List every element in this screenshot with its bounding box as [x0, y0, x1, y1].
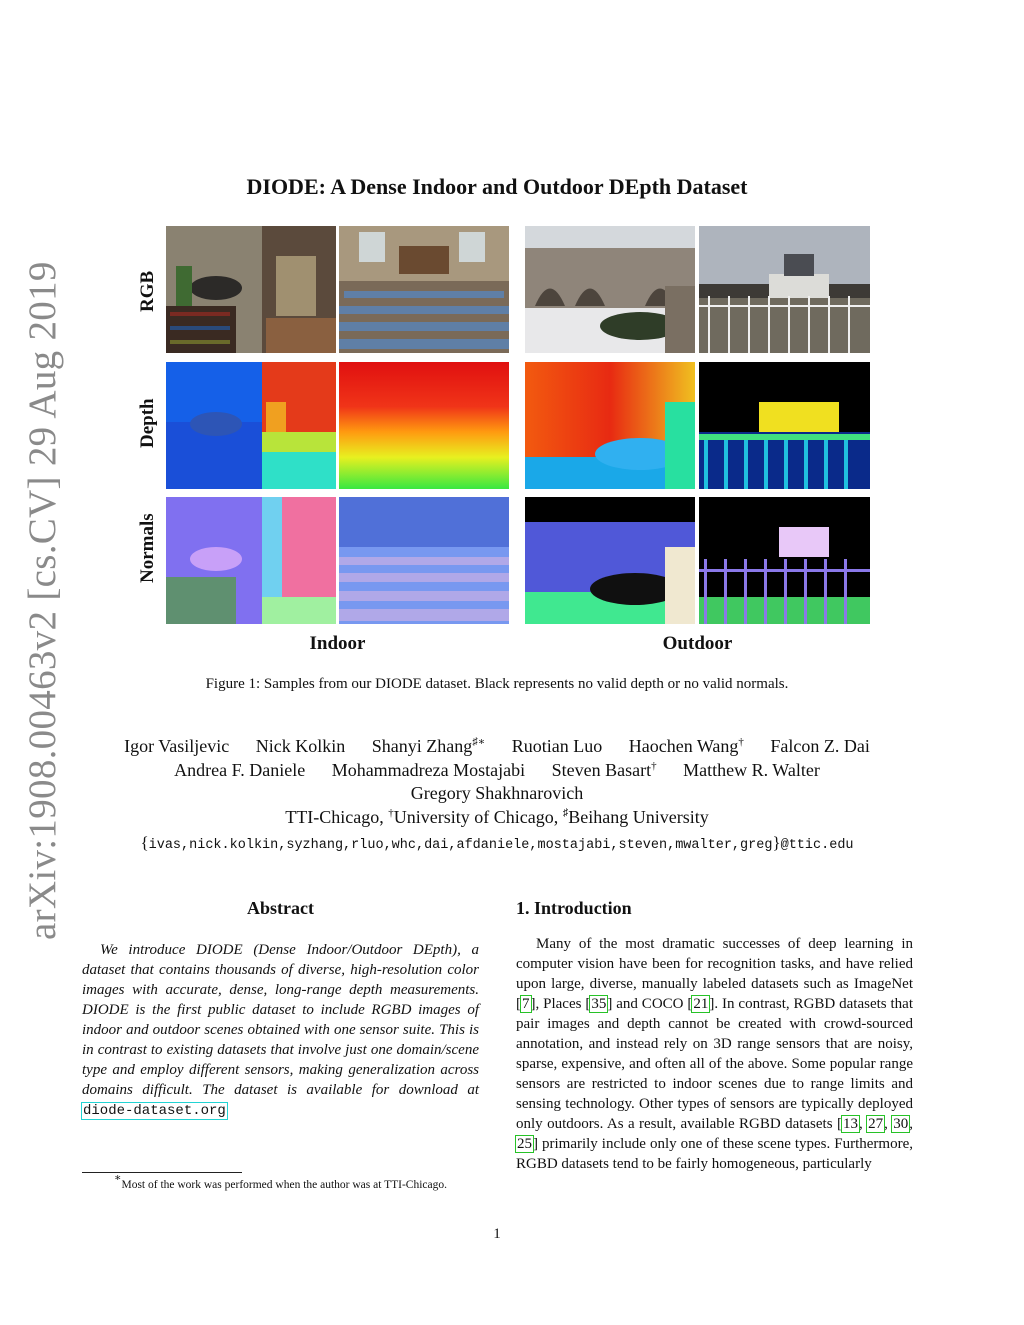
affiliation-text: Beihang University: [568, 807, 709, 827]
affiliation-mark: ♯∗: [472, 736, 486, 748]
depth-indoor-1-image: [166, 362, 336, 489]
depth-outdoor-2-image: [699, 362, 870, 489]
author-name: Igor Vasiljevic: [124, 736, 230, 756]
figure-caption: Figure 1: Samples from our DIODE dataset. Black represents no valid depth or no valid normals.: [205, 676, 789, 692]
arxiv-stamp: arXiv:1908.00463v2 [cs.CV] 29 Aug 2019: [21, 261, 64, 940]
rgb-outdoor-2-image: [699, 226, 870, 353]
citation-link[interactable]: 13: [842, 1116, 858, 1132]
intro-text: Many of the most dramatic successes of deep learning in computer vision have been for recognition tasks, and have relied upon large, diverse, manually labeled datasets such as ImageNet [: [516, 936, 913, 1012]
rgb-indoor-1-image: [166, 226, 336, 353]
row-label-depth: Depth: [137, 398, 158, 448]
author-line-3: [0, 782, 994, 805]
email-domain: @ttic.edu: [780, 838, 854, 853]
footnote-text: Most of the work was performed when the author was at TTI-Chicago.: [121, 1179, 448, 1191]
page-number: 1: [493, 1226, 501, 1242]
email-list: ivas,nick.kolkin,syzhang,rluo,whc,dai,afdaniele,mostajabi,steven,mwalter,greg: [148, 838, 773, 853]
row-label-normals: Normals: [137, 513, 158, 583]
author-name: Falcon Z. Dai: [770, 736, 870, 756]
paper-title: DIODE: A Dense Indoor and Outdoor DEpth Dataset: [246, 174, 748, 199]
author-name: Nick Kolkin: [255, 736, 346, 756]
citation-link[interactable]: 27: [868, 1116, 884, 1132]
intro-text: ], Places [: [530, 996, 591, 1012]
normals-indoor-1-image: [166, 497, 336, 624]
affiliation-text: University of Chicago,: [393, 807, 563, 827]
rgb-outdoor-1-image: [525, 226, 695, 353]
author-name: Shanyi Zhang: [371, 736, 473, 756]
author-emails: [0, 833, 994, 853]
author-name: Haochen Wang: [628, 736, 739, 756]
citation-link[interactable]: 35: [591, 996, 607, 1012]
normals-indoor-2-image: [339, 497, 509, 624]
author-name: Gregory Shakhnarovich: [410, 783, 584, 803]
depth-indoor-2-image: [339, 362, 509, 489]
citation-link[interactable]: 25: [517, 1136, 532, 1152]
row-label-rgb: RGB: [137, 270, 158, 312]
dataset-link[interactable]: diode-dataset.org: [83, 1103, 226, 1119]
abstract-heading: Abstract: [247, 898, 314, 918]
citation-link[interactable]: 21: [693, 996, 709, 1012]
author-line-2: [0, 759, 994, 782]
intro-text: ]. In contrast, RGBD datasets that pair images and depth cannot be created with crowd-sourced annotation, and instead rely on 3D range sensors that are noisy, sparse, expensive, and often all of the above. Some popular range sensors are restricted to indoor scenes due to range limits and sensing technology. Other types of sensors are typically deployed only outdoors. As a result, available RGBD datasets [: [516, 996, 914, 1132]
author-name: Mohammadreza Mostajabi: [331, 760, 526, 780]
author-name: Steven Basart: [551, 760, 652, 780]
brace-close: }: [772, 833, 781, 852]
affiliation-mark: †: [651, 760, 657, 772]
normals-outdoor-1-image: [525, 497, 695, 624]
footnote-rule: [82, 1172, 242, 1173]
affiliation-mark: †: [388, 807, 394, 819]
abstract-body: [82, 940, 479, 1121]
affiliation-text: TTI-Chicago,: [285, 807, 389, 827]
column-label-outdoor: Outdoor: [662, 633, 733, 654]
footnote: [82, 1172, 479, 1191]
brace-open: {: [140, 833, 149, 852]
citation-link[interactable]: 7: [522, 996, 530, 1012]
author-name: Matthew R. Walter: [683, 760, 820, 780]
intro-text: ] primarily include only one of these scene types. Furthermore, RGBD datasets tend to be fairly homogeneous, particularly: [516, 1136, 913, 1172]
footnote-mark: ∗: [113, 1172, 122, 1184]
author-name: Ruotian Luo: [511, 736, 603, 756]
affiliations: [0, 806, 994, 829]
affiliation-mark: ♯: [562, 807, 569, 819]
introduction-body: Many of the most dramatic successes of deep learning in computer vision have been for recognition tasks, and have relied upon large, diverse, manually labeled datasets such as ImageNet [7], Places [35] and COCO [21]. In contrast, RGBD datasets that pair images and depth cannot be created with crowd-sourced annotation, and instead rely on 3D range sensors that are noisy, sparse, expensive, and often all of the above. Some popular range sensors are restricted to indoor scenes due to range limits and sensing technology. Other types of sensors are typically deployed only outdoors. As a result, available RGBD datasets [13, 27, 30, 25] primarily include only one of these scene types. Furthermore, RGBD datasets tend to be fairly homogeneous, particularly: [516, 936, 914, 1172]
depth-outdoor-1-image: [525, 362, 695, 489]
abstract-text: We introduce DIODE (Dense Indoor/Outdoor DEpth), a dataset that contains thousands of diverse, high-resolution color images with accurate, dense, long-range depth measurements. DIODE is the first public dataset to include RGBD images of indoor and outdoor scenes obtained with one sensor suite. This is in contrast to existing datasets that involve just one domain/scene type and employ different sensors, making generalization across domains difficult. The dataset is available for download at: [82, 942, 479, 1098]
rgb-indoor-2-image: [339, 226, 509, 353]
author-line-1: [0, 735, 994, 758]
author-name: Andrea F. Daniele: [174, 760, 306, 780]
introduction-heading: 1. Introduction: [516, 898, 632, 918]
citation-link[interactable]: 30: [893, 1116, 909, 1132]
affiliation-mark: †: [738, 736, 744, 748]
intro-text: ] and COCO [: [607, 996, 693, 1012]
normals-outdoor-2-image: [699, 497, 870, 624]
column-label-indoor: Indoor: [309, 633, 366, 654]
